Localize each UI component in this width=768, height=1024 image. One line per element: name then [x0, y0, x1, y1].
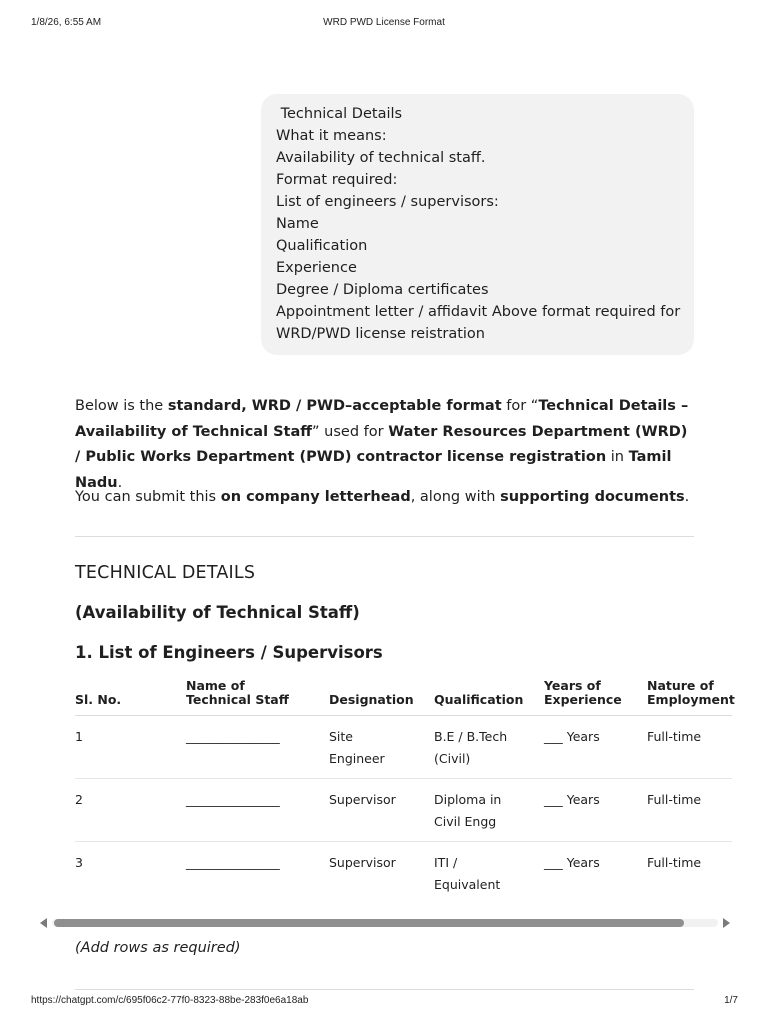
- table-row: [75, 716, 732, 779]
- cell-nature: Full-time: [647, 792, 702, 807]
- user-message-line: Degree / Diploma certificates: [276, 282, 489, 298]
- header-designation: Designation: [329, 692, 414, 707]
- print-datetime: 1/8/26, 6:55 AM: [31, 17, 102, 28]
- cell-designation: Site Engineer: [329, 729, 385, 766]
- cell-name-blank: _______________: [186, 792, 280, 807]
- intro-paragraph: [75, 394, 695, 496]
- cell-sl: 3: [75, 855, 83, 870]
- cell-designation: Supervisor: [329, 792, 396, 807]
- submit-bold: supporting documents: [500, 489, 685, 505]
- user-message-line: Availability of technical staff.: [276, 150, 486, 166]
- user-message-line: Technical Details: [276, 106, 403, 122]
- intro-text: in: [606, 449, 629, 465]
- user-message-line: Appointment letter / affidavit Above format required for: [276, 304, 681, 320]
- header-sl-no: Sl. No.: [75, 692, 122, 707]
- table-row: [75, 842, 732, 904]
- table-row: [75, 779, 732, 842]
- cell-qualification: ITI / Equivalent: [434, 855, 501, 892]
- submit-text: .: [684, 489, 690, 505]
- intro-bold: Tamil Nadu: [75, 449, 672, 491]
- header-qualification: Qualification: [434, 692, 524, 707]
- cell-name-blank: _______________: [186, 729, 280, 744]
- cell-sl: 2: [75, 792, 83, 807]
- intro-text: ” used for: [312, 423, 389, 440]
- user-message-line: Format required:: [276, 172, 398, 188]
- heading-availability: (Availability of Technical Staff): [75, 603, 360, 622]
- submit-text: You can submit this: [75, 489, 221, 505]
- header-nature: Nature of Employment: [647, 678, 735, 707]
- scroll-left-arrow-icon[interactable]: [40, 918, 47, 928]
- print-page-number: 1/7: [724, 995, 738, 1006]
- submit-bold: on company letterhead: [220, 489, 411, 505]
- user-message-line: What it means:: [276, 128, 387, 144]
- cell-years: ___ Years: [544, 729, 600, 744]
- submit-paragraph: [75, 485, 695, 510]
- print-url: https://chatgpt.com/c/695f06c2-77f0-8323-88be-283f0e6a18ab: [31, 995, 309, 1006]
- section-divider: [75, 536, 694, 537]
- scroll-right-arrow-icon[interactable]: [723, 918, 730, 928]
- cell-years: ___ Years: [544, 855, 600, 870]
- user-message-line: WRD/PWD license reistration: [276, 326, 485, 342]
- user-message-line: Qualification: [276, 238, 368, 254]
- staff-table: [75, 676, 735, 904]
- cell-qualification: B.E / B.Tech (Civil): [434, 729, 508, 766]
- user-message-line: Experience: [276, 260, 357, 276]
- intro-text: .: [117, 474, 123, 491]
- heading-list-engineers: 1. List of Engineers / Supervisors: [75, 643, 383, 662]
- intro-bold: Water Resources Department (WRD) / Public Works Department (PWD) contractor license registration: [75, 423, 688, 465]
- intro-bold: standard, WRD / PWD–acceptable format: [167, 398, 502, 414]
- table-header-row: [75, 676, 735, 716]
- cell-designation: Supervisor: [329, 855, 396, 870]
- print-header: [0, 17, 768, 31]
- print-title: WRD PWD License Format: [323, 17, 445, 28]
- cell-sl: 1: [75, 729, 83, 744]
- intro-text: Below is the: [75, 398, 168, 414]
- intro-text: for “: [501, 398, 539, 414]
- submit-text: , along with: [410, 489, 501, 505]
- cell-name-blank: _______________: [186, 855, 280, 870]
- heading-technical-details: TECHNICAL DETAILS: [75, 563, 256, 583]
- intro-bold: Technical Details – Availability of Technical Staff: [75, 398, 689, 440]
- add-rows-note: (Add rows as required): [75, 940, 241, 956]
- print-footer: [0, 995, 768, 1009]
- cell-nature: Full-time: [647, 855, 702, 870]
- cell-qualification: Diploma in Civil Engg: [434, 792, 502, 829]
- user-message-line: List of engineers / supervisors:: [276, 194, 499, 210]
- user-message-line: Name: [276, 216, 319, 232]
- table-horizontal-scrollbar[interactable]: [36, 913, 734, 933]
- header-name: Name of Technical Staff: [186, 678, 289, 707]
- scrollbar-thumb[interactable]: [54, 919, 684, 927]
- cell-nature: Full-time: [647, 729, 702, 744]
- header-years: Years of Experience: [544, 678, 622, 707]
- bottom-divider: [75, 989, 694, 990]
- user-message-bubble: [261, 94, 694, 355]
- cell-years: ___ Years: [544, 792, 600, 807]
